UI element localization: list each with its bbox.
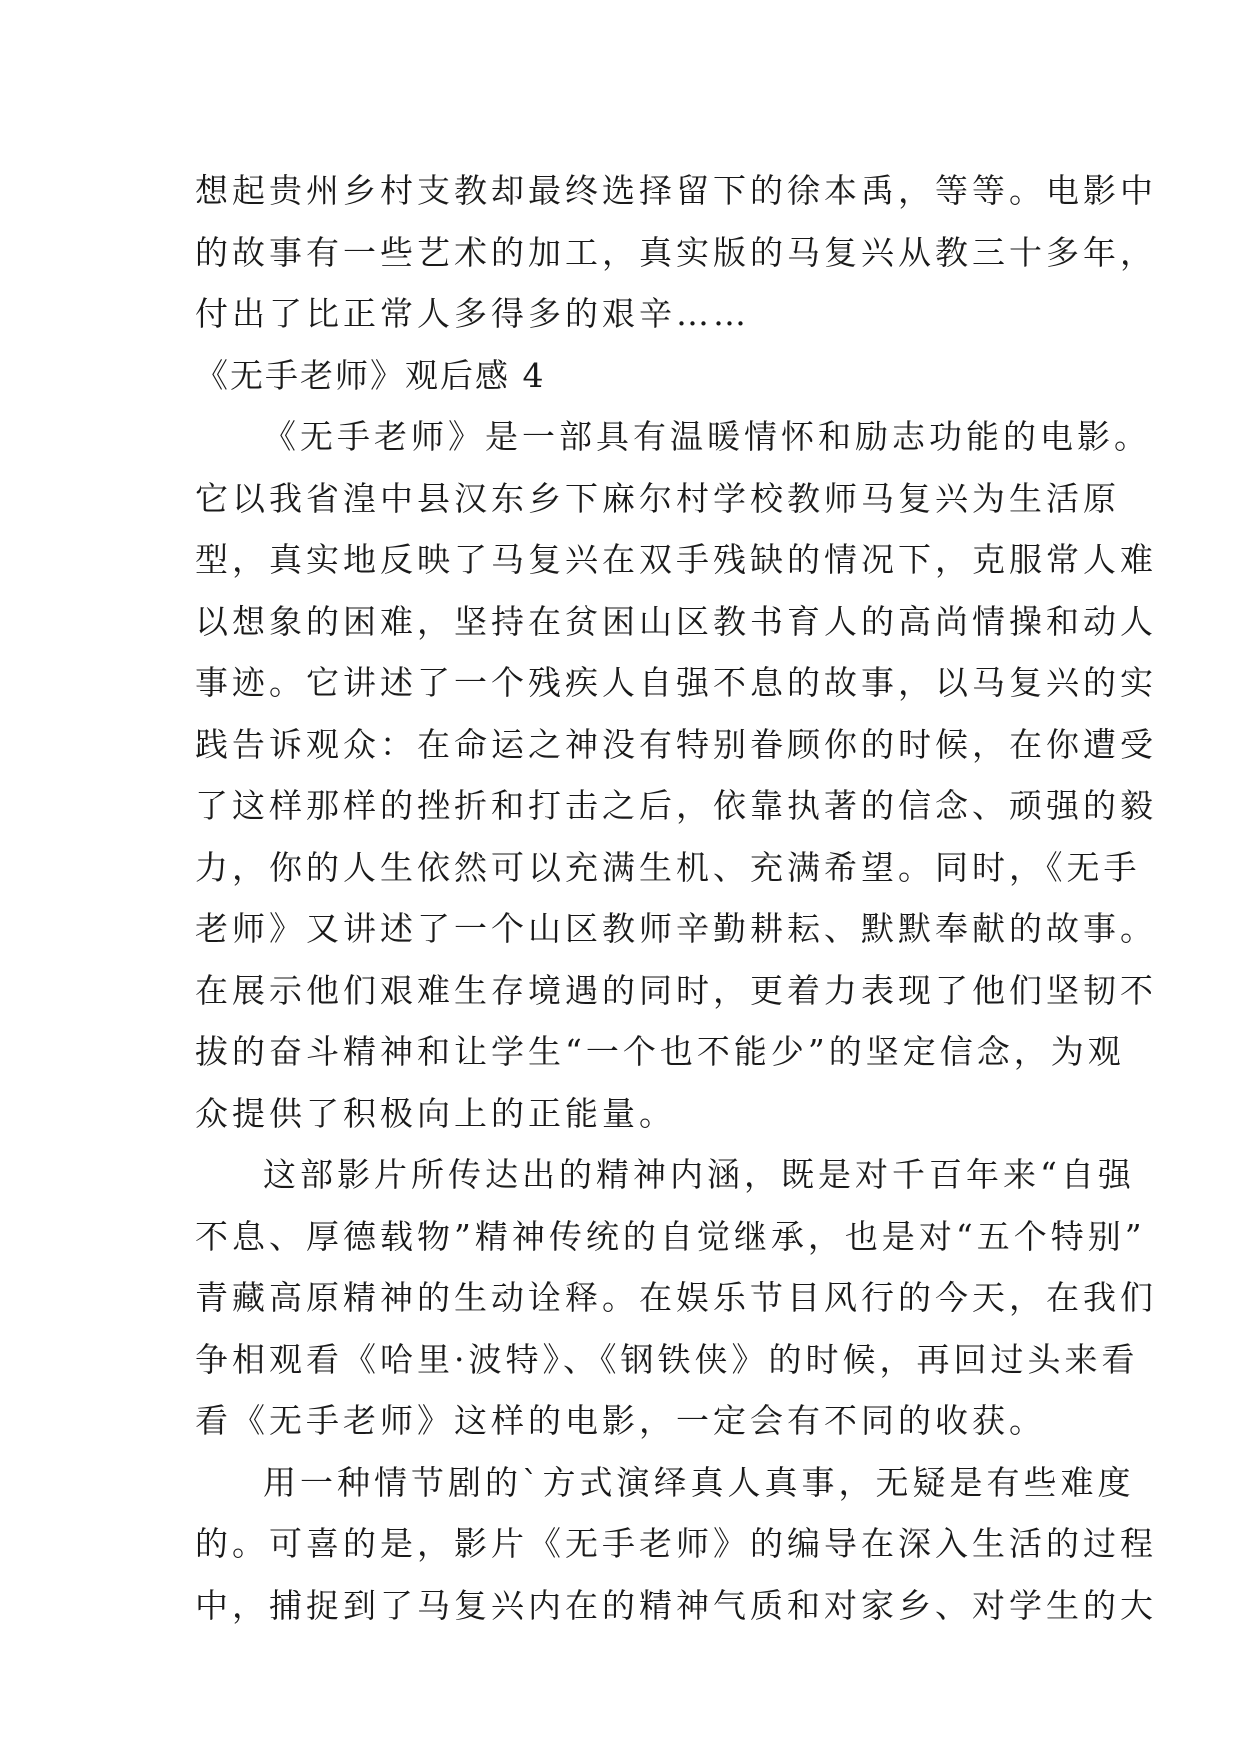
paragraph-first-line: 这部影片所传达出的精神内涵，既是对千百年来“自强	[263, 1155, 1135, 1194]
paragraph-first-line: 《无手老师》是一部具有温暖情怀和励志功能的电影。	[263, 417, 1151, 456]
text-line: 看《无手老师》这样的电影，一定会有不同的收获。	[195, 1401, 1046, 1440]
text-line: 拔的奋斗精神和让学生“一个也不能少”的坚定信念，为观	[195, 1032, 1125, 1071]
text-line: 老师》又讲述了一个山区教师辛勤耕耘、默默奉献的故事。	[195, 909, 1157, 948]
paragraph-first-line: 用一种情节剧的`方式演绎真人真事，无疑是有些难度	[263, 1462, 1135, 1502]
text-line: 的故事有一些艺术的加工，真实版的马复兴从教三十多年，	[195, 232, 1157, 272]
text-line: 事迹。它讲述了一个残疾人自强不息的故事，以马复兴的实	[195, 663, 1157, 702]
text-line: 中，捕捉到了马复兴内在的精神气质和对家乡、对学生的大	[195, 1585, 1157, 1625]
text-line: 在展示他们艰难生存境遇的同时，更着力表现了他们坚韧不	[195, 970, 1157, 1010]
document-body	[195, 160, 1157, 1636]
text-line: 众提供了积极向上的正能量。	[195, 1093, 676, 1133]
text-line: 以想象的困难，坚持在贫困山区教书育人的高尚情操和动人	[195, 601, 1157, 641]
text-line: 了这样那样的挫折和打击之后，依靠执著的信念、顽强的毅	[195, 786, 1157, 825]
text-line: 想起贵州乡村支教却最终选择留下的徐本禹，等等。电影中	[195, 171, 1157, 210]
text-line: 它以我省湟中县汉东乡下麻尔村学校教师马复兴为生活原	[195, 478, 1120, 518]
text-line: 型，真实地反映了马复兴在双手残缺的情况下，克服常人难	[195, 540, 1157, 579]
text-line: 争相观看《哈里·波特》、《钢铁侠》的时候，再回过头来看	[195, 1339, 1139, 1379]
text-line: 付出了比正常人多得多的艰辛……	[195, 294, 750, 333]
text-line: 不息、厚德载物”精神传统的自觉继承，也是对“五个特别”	[195, 1216, 1146, 1256]
text-line: 力，你的人生依然可以充满生机、充满希望。同时，《无手	[195, 847, 1141, 887]
text-line: 的。可喜的是，影片《无手老师》的编导在深入生活的过程	[195, 1524, 1157, 1563]
text-line: 青藏高原精神的生动诠释。在娱乐节目风行的今天，在我们	[195, 1278, 1157, 1317]
text-line: 践告诉观众：在命运之神没有特别眷顾你的时候，在你遭受	[195, 724, 1157, 764]
section-heading: 《无手老师》观后感 4	[195, 355, 546, 395]
